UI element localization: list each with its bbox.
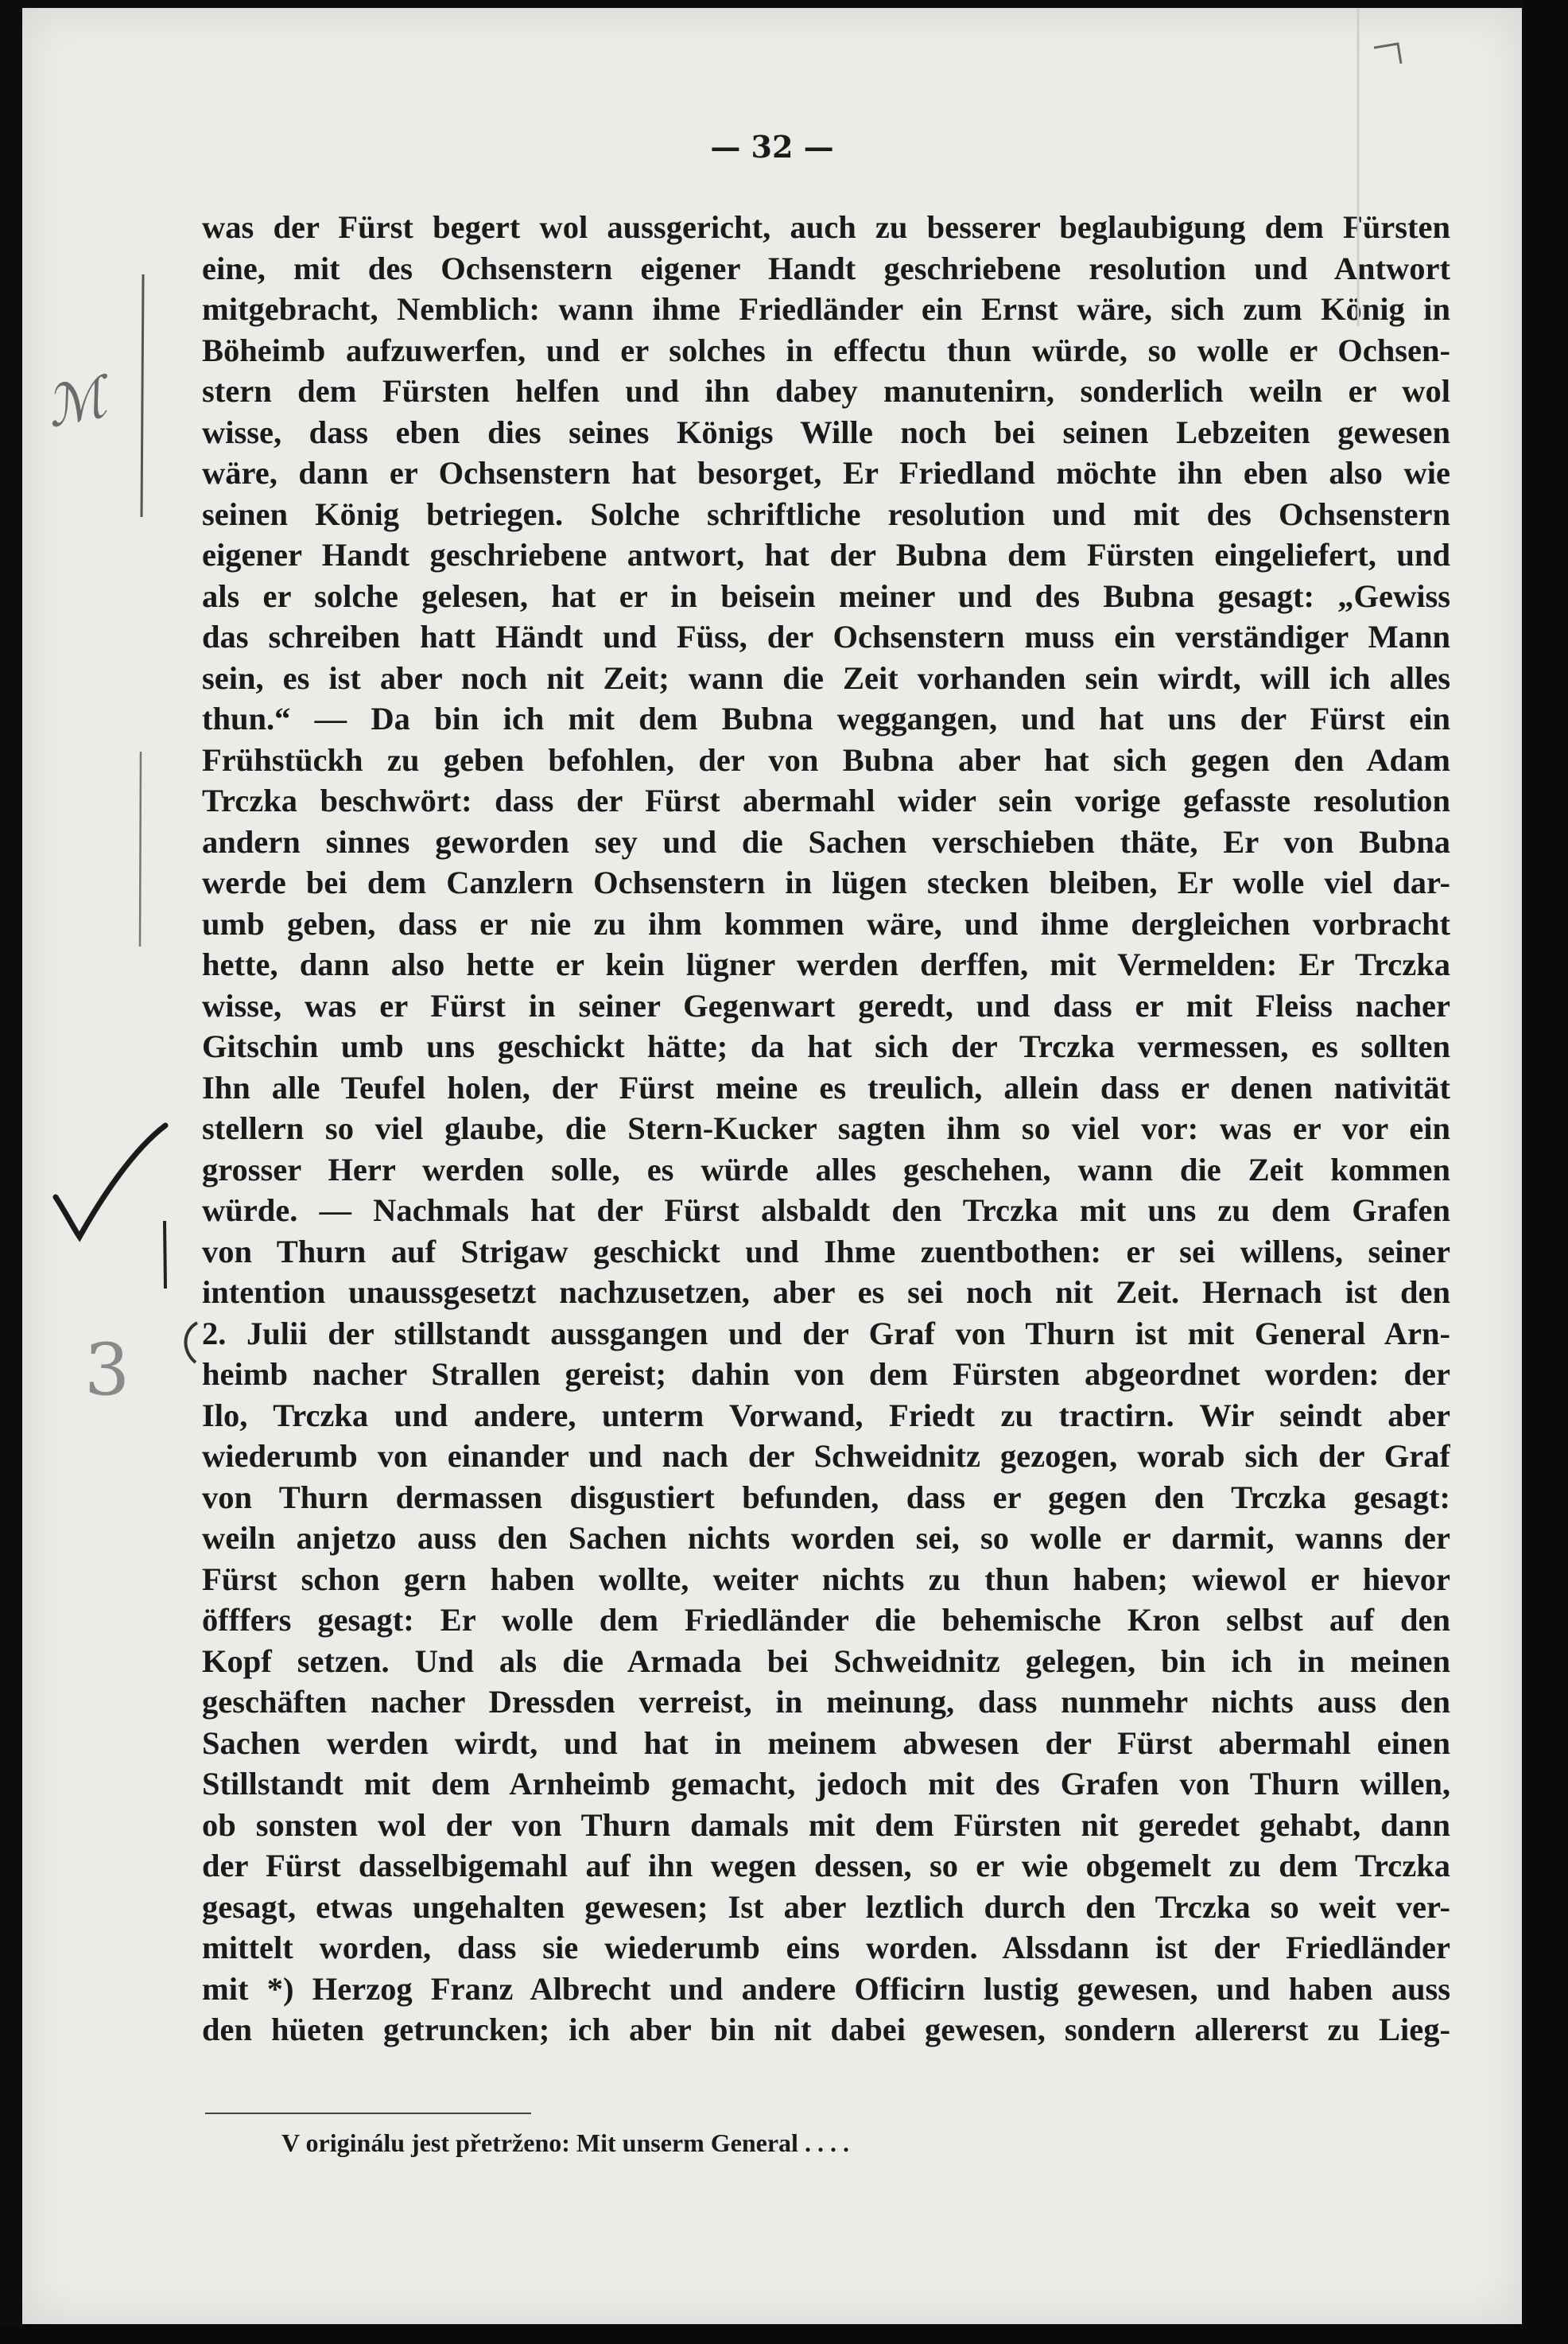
text-line: seinen König betriegen. Solche schriftliche resolution und mit des Ochsenstern bbox=[202, 496, 1450, 532]
text-line: eigener Handt geschriebene antwort, hat der Bubna dem Fürsten eingeliefert, und bbox=[202, 537, 1450, 573]
text-line: Ihn alle Teufel holen, der Fürst meine es treulich, allein dass er denen nativität bbox=[202, 1069, 1450, 1106]
page-number: — 32 — bbox=[710, 129, 834, 165]
text-line: wisse, was er Fürst in seiner Gegenwart geredt, und dass er mit Fleiss nacher bbox=[202, 987, 1450, 1024]
scan-border-right bbox=[1523, 0, 1568, 2344]
text-line: würde. — Nachmals hat der Fürst alsbaldt den Trczka mit uns zu dem Grafen bbox=[202, 1192, 1450, 1228]
scan-artifact-mark bbox=[1366, 32, 1430, 80]
text-line: intention unaussgesetzt nachzusetzen, aber es sei noch nit Zeit. Hernach ist den bbox=[202, 1274, 1450, 1310]
text-line: Böheimb aufzuwerfen, und er solches in effectu thun würde, so wolle er Ochsen- bbox=[202, 332, 1450, 368]
text-line: Gitschin umb uns geschickt hätte; da hat sich der Trczka vermessen, es sollten bbox=[202, 1028, 1450, 1064]
checkmark-icon bbox=[46, 1118, 173, 1253]
text-line: eine, mit des Ochsenstern eigener Handt geschriebene resolution und Antwort bbox=[202, 250, 1450, 286]
text-line: thun.“ — Da bin ich mit dem Bubna weggangen, und hat uns der Fürst ein bbox=[202, 701, 1450, 737]
text-line: stellern so viel glaube, die Stern-Kucker sagten ihm so viel vor: was er vor ein bbox=[202, 1110, 1450, 1146]
text-line: heimb nacher Strallen gereist; dahin von dem Fürsten abgeordnet worden: der bbox=[202, 1356, 1450, 1392]
text-line: von Thurn auf Strigaw geschickt und Ihme zuentbothen: er sei willens, seiner bbox=[202, 1233, 1450, 1269]
text-line: das schreiben hatt Händt und Füss, der Ochsenstern muss ein verständiger Mann bbox=[202, 619, 1450, 655]
margin-vertical-line-middle bbox=[134, 748, 149, 954]
text-line: Ilo, Trczka und andere, unterm Vorwand, Friedt zu tractirn. Wir seindt aber bbox=[202, 1397, 1450, 1433]
text-line: Kopf setzen. Und als die Armada bei Schweidnitz gelegen, bin ich in meinen bbox=[202, 1642, 1450, 1679]
margin-vertical-line-lower bbox=[157, 1217, 173, 1296]
text-line: hette, dann also hette er kein lügner werden derffen, mit Vermelden: Er Trczka bbox=[202, 947, 1450, 982]
margin-vertical-line-top bbox=[135, 270, 151, 525]
footnote: V originálu jest přetrženo: Mit unserm General . . . . bbox=[281, 2128, 849, 2157]
margin-bracket-mark bbox=[173, 1319, 205, 1366]
text-line: wiederumb von einander und nach der Schweidnitz gezogen, worab sich der Graf bbox=[202, 1438, 1450, 1474]
text-line: mitgebracht, Nemblich: wann ihme Friedländer ein Ernst wäre, sich zum König in bbox=[202, 291, 1450, 327]
text-line: weiln anjetzo auss den Sachen nichts worden sei, so wolle er darmit, wanns der bbox=[202, 1520, 1450, 1556]
text-line: geschäften nacher Dressden verreist, in meinung, dass nunmehr nichts auss den bbox=[202, 1684, 1450, 1720]
page-fold-line bbox=[1350, 8, 1366, 326]
text-line: stern dem Fürsten helfen und ihn dabey manutenirn, sonderlich weiln er wol bbox=[202, 373, 1450, 409]
scan-border-bottom bbox=[0, 2325, 1568, 2344]
text-line: grosser Herr werden solle, es würde alles geschehen, wann die Zeit kommen bbox=[202, 1151, 1450, 1188]
margin-initials-pencil: ℳ bbox=[40, 364, 112, 441]
scanned-page bbox=[22, 8, 1522, 2324]
margin-numeral-pencil: 3 bbox=[84, 1328, 130, 1412]
text-line: was der Fürst begert wol aussgericht, auch zu besserer beglaubigung dem Fürsten bbox=[202, 209, 1450, 245]
text-line: sein, es ist aber noch nit Zeit; wann die Zeit vorhanden sein wirdt, will ich alles bbox=[202, 659, 1450, 696]
text-line: von Thurn dermassen disgustiert befunden, dass er gegen den Trczka gesagt: bbox=[202, 1479, 1450, 1515]
footnote-rule bbox=[205, 2113, 531, 2114]
text-line: mittelt worden, dass sie wiederumb eins worden. Alssdann ist der Friedländer bbox=[202, 1930, 1450, 1965]
text-line: ob sonsten wol der von Thurn damals mit dem Fürsten nit geredet gehabt, dann bbox=[202, 1806, 1450, 1843]
text-line: umb geben, dass er nie zu ihm kommen wäre, und ihme dergleichen vorbracht bbox=[202, 905, 1450, 942]
text-line: als er solche gelesen, hat er in beisein meiner und des Bubna gesagt: „Gewiss bbox=[202, 577, 1450, 614]
text-line: wisse, dass eben dies seines Königs Wille noch bei seinen Lebzeiten gewesen bbox=[202, 414, 1450, 450]
text-line: wäre, dann er Ochsenstern hat besorget, Er Friedland möchte ihn eben also wie bbox=[202, 455, 1450, 491]
text-line: gesagt, etwas ungehalten gewesen; Ist aber leztlich durch den Trczka so weit ver- bbox=[202, 1888, 1450, 1925]
text-line: Frühstückh zu geben befohlen, der von Bubna aber hat sich gegen den Adam bbox=[202, 741, 1450, 778]
text-line: den hüeten getruncken; ich aber bin nit dabei gewesen, sondern allererst zu Lieg- bbox=[202, 2012, 1450, 2047]
text-line: Trczka beschwört: dass der Fürst abermahl wider sein vorige gefasste resolution bbox=[202, 783, 1450, 818]
text-line: 2. Julii der stillstandt aussgangen und der Graf von Thurn ist mit General Arn- bbox=[202, 1315, 1450, 1351]
text-line: öfffers gesagt: Er wolle dem Friedländer die behemische Kron selbst auf den bbox=[202, 1602, 1450, 1638]
text-line: Stillstandt mit dem Arnheimb gemacht, jedoch mit des Grafen von Thurn willen, bbox=[202, 1766, 1450, 1802]
text-line: mit *) Herzog Franz Albrecht und andere Officirn lustig gewesen, und haben auss bbox=[202, 1970, 1450, 2007]
text-line: andern sinnes geworden sey und die Sachen verschieben thäte, Er von Bubna bbox=[202, 823, 1450, 860]
text-line: werde bei dem Canzlern Ochsenstern in lügen stecken bleiben, Er wolle viel dar- bbox=[202, 865, 1450, 900]
text-line: der Fürst dasselbigemahl auf ihn wegen dessen, so er wie obgemelt zu dem Trczka bbox=[202, 1848, 1450, 1883]
body-text bbox=[202, 207, 1450, 2051]
text-line: Fürst schon gern haben wollte, weiter nichts zu thun haben; wiewol er hievor bbox=[202, 1561, 1450, 1597]
text-line: Sachen werden wirdt, und hat in meinem abwesen der Fürst abermahl einen bbox=[202, 1724, 1450, 1761]
